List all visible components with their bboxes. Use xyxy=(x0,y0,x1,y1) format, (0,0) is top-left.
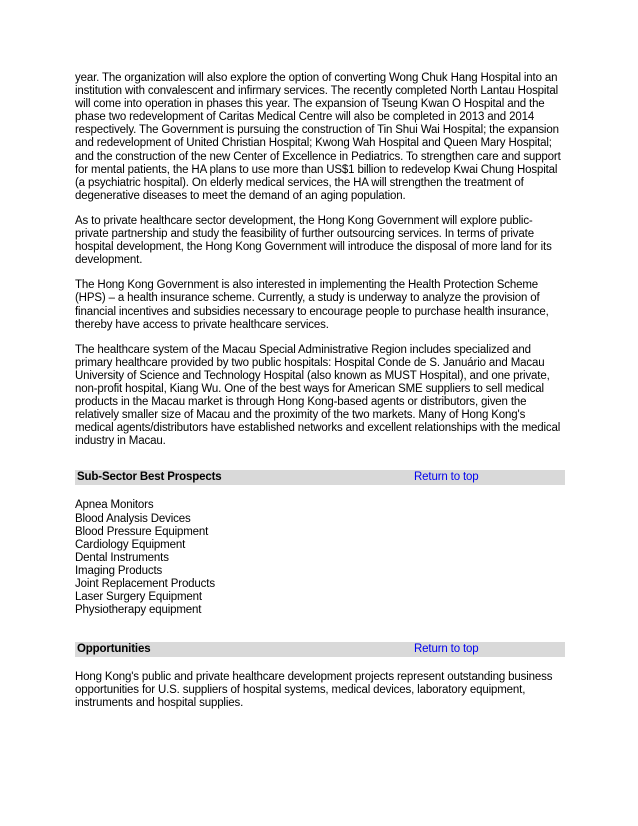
return-to-top-link[interactable]: Return to top xyxy=(414,643,479,656)
paragraph-macau-healthcare: The healthcare system of the Macau Special Administrative Region includes specialized and primary healthcare provided by two public hospitals: Hospital Conde de S. Januário and Macau University of Science and Technology Hospital (also known as MUST Hospital), and one private, non-profit hospital, Kiang Wu. One of the best ways for American SME suppliers to sell medical products in the Macau market is through Hong Kong-based agents or distributors, given the relatively smaller size of Macau and the proximity of the two markets. Many of Hong Kong's medical agents/distributors have established networks and excellent relationships with the medical industry in Macau. xyxy=(75,343,561,448)
paragraph-health-protection-scheme: The Hong Kong Government is also interested in implementing the Health Protection Scheme (HPS) – a health insurance scheme. Currently, a study is underway to analyze the provision of financial incentives and subsidies necessary to encourage people to purchase health insurance, thereby have access to private healthcare services. xyxy=(75,279,549,331)
list-item: Blood Analysis Devices xyxy=(75,512,191,525)
list-item: Blood Pressure Equipment xyxy=(75,525,209,538)
list-item: Apnea Monitors xyxy=(75,499,154,512)
best-prospects-header xyxy=(75,470,565,485)
best-prospects-list xyxy=(75,499,565,617)
paragraph-private-sector: As to private healthcare sector development, the Hong Kong Government will explore public-private partnership and study the feasibility of further outsourcing services. In terms of private hospital development, the Hong Kong Government will introduce the disposal of more land for its development. xyxy=(75,214,552,267)
opportunities-header xyxy=(75,642,565,657)
return-to-top-link[interactable]: Return to top xyxy=(414,471,479,484)
document-page xyxy=(75,72,565,723)
list-item: Physiotherapy equipment xyxy=(75,604,202,617)
list-item: Cardiology Equipment xyxy=(75,538,186,551)
list-item: Laser Surgery Equipment xyxy=(75,591,202,604)
paragraph-hospital-projects: year. The organization will also explore the option of converting Wong Chuk Hang Hospital into an institution with convalescent and infirmary services. The recently completed North Lantau Hospital will come into operation in phases this year. The expansion of Tseung Kwan O Hospital and the phase two redevelopment of Caritas Medical Centre will also be completed in 2013 and 2014 respectively. The Government is pursuing the construction of Tin Shui Wai Hospital; the expansion and redevelopment of United Christian Hospital; Kwong Wah Hospital and Queen Mary Hospital; and the construction of the new Center of Excellence in Pediatrics. To strengthen care and support for mental patients, the HA plans to use more than US$1 billion to redevelop Kwai Chung Hospital (a psychiatric hospital). On elderly medical services, the HA will strengthen the treatment of degenerative diseases to meet the demand of an aging population. xyxy=(75,72,561,202)
list-item: Dental Instruments xyxy=(75,551,169,564)
opportunities-title: Opportunities xyxy=(77,643,151,656)
list-item: Joint Replacement Products xyxy=(75,578,215,590)
list-item: Imaging Products xyxy=(75,564,163,577)
paragraph-opportunities: Hong Kong's public and private healthcare development projects represent outstanding business opportunities for U.S. suppliers of hospital systems, medical devices, laboratory equipment, instruments and hospital supplies. xyxy=(75,671,553,710)
best-prospects-title: Sub-Sector Best Prospects xyxy=(77,471,222,484)
